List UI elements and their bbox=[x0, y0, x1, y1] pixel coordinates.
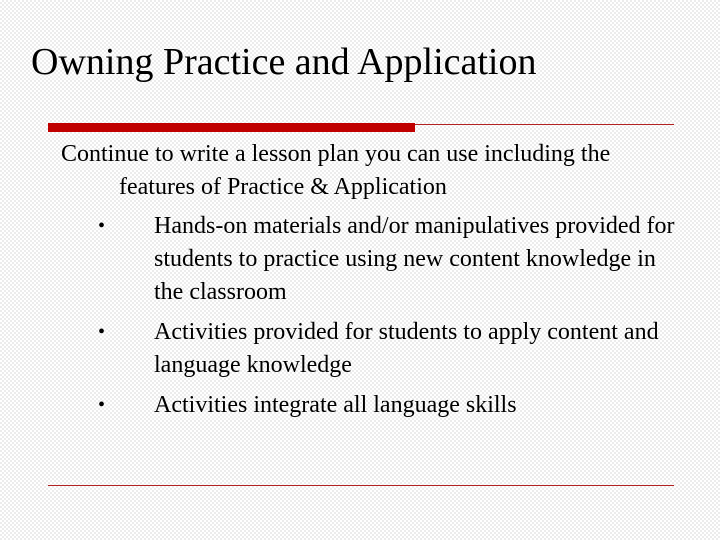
title-accent-bar bbox=[48, 123, 415, 132]
bullet-icon: • bbox=[98, 215, 106, 237]
bullet-text: Activities provided for students to apply content and language knowledge bbox=[154, 319, 659, 378]
slide-title: Owning Practice and Application bbox=[31, 41, 537, 83]
intro-text: Continue to write a lesson plan you can use including the features of Practice & Application bbox=[61, 141, 611, 200]
bullet-text: Hands-on materials and/or manipulatives provided for students to practice using new content knowledge in the classroom bbox=[154, 213, 675, 305]
bullet-item bbox=[61, 210, 681, 309]
bullet-item bbox=[61, 389, 681, 422]
bullet-item bbox=[61, 316, 681, 382]
bullet-text: Activities integrate all language skills bbox=[154, 392, 517, 418]
bullet-icon: • bbox=[98, 394, 106, 416]
slide-body bbox=[61, 138, 681, 429]
bullet-icon: • bbox=[98, 321, 106, 343]
footer-rule bbox=[48, 485, 674, 486]
bullet-list bbox=[61, 210, 681, 422]
